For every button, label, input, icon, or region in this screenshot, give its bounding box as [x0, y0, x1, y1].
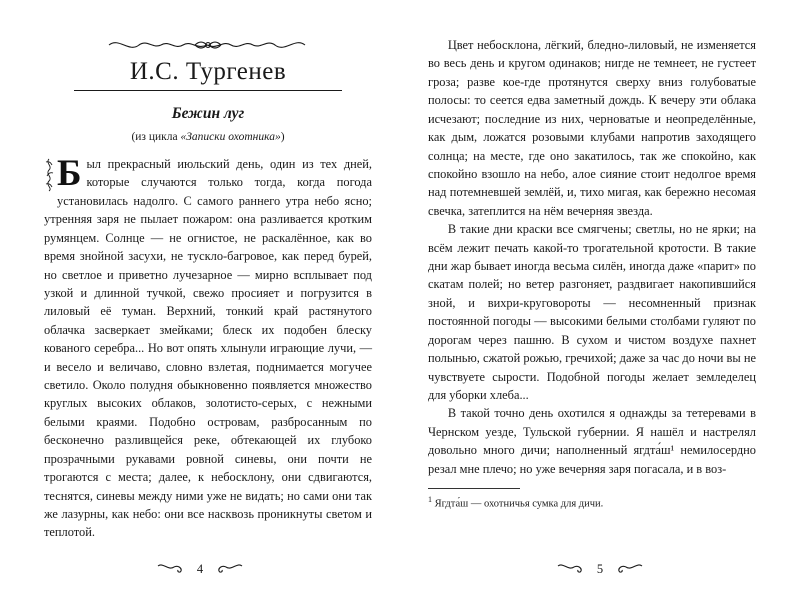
- page-right: [400, 36, 800, 599]
- paragraph: В такие дни краски все смягчены; светлы, но не ярки; на всём лежит печать какой-то трогательной кротости. В такие дни жар бывает иногда весьма силён, иногда даже «парит» по скатам полей; но ветер разгоняет, раздвигает накопившийся зной, и вихри-круговороты — несомненный признак постоянной погоды — высокими белыми столбами гуляют по дорогам через пашню. В сухом и чистом воздухе пахнет полынью, сжатой рожью, гречихой; даже за час до ночи вы не чувствуете сырости. Подобной погоды желает земледелец для уборки хлеба...: [428, 222, 756, 403]
- swirl-left-icon: [557, 562, 583, 577]
- dropcap-ornament-icon: [44, 158, 55, 192]
- cycle-note-title: «Записки охотника»: [180, 131, 281, 143]
- page-number: 5: [596, 562, 604, 576]
- folio-left: [0, 562, 400, 577]
- cycle-note-prefix: (из цикла: [131, 131, 181, 143]
- swirl-right-icon: [217, 562, 243, 577]
- story-title: Бежин луг: [171, 105, 245, 122]
- paragraph: Цвет небосклона, лёгкий, бледно-лиловый, не изменяется во весь день и кругом одинаков; нигде не темнеет, не густеет гроза; разве кое-где протянутся сверху вниз голубоватые полосы: то сеется едва заметный дождь. К вечеру эти облака исчезают; последние из них, черноватые и неопределённые, как дым, ложатся розовыми клубами напротив заходящего солнца; на месте, где оно закатилось, так же спокойно, как спокойно взошло на небо, алое сияние стоит недолгое время над потемневшей землёй, и, тихо мигая, как бережно несомая свечка, затеплится на нём вечерняя звезда.: [428, 38, 756, 218]
- vine-ornament-icon: [44, 36, 372, 56]
- right-page-body: [428, 36, 756, 478]
- paragraph: ыл прекрасный июльский день, один из тех дней, которые случаются только тогда, когда погода установилась надолго. С самого раннего утра небо ясно; утренняя заря не пылает пожаром: она разливается кротким румянцем. Солнце — не огнистое, не раскалённое, как во время знойной засухи, не тускло-багровое, как перед бурей, но светлое и приветно лучезарное — мирно всплывает под узкой и длинной тучкой, свежо просияет и погрузится в лиловый её туман. Верхний, тонкий край растянутого облачка засверкает змейками; блеск их подобен блеску кованого серебра... Но вот опять хлынули играющие лучи, — и весело и величаво, словно взлетая, поднимается могучее светило. Около полудня обыкновенно появляется множество круглых высоких облаков, золотисто-серых, с нежными белыми краями. Подобно островам, разбросанным по бесконечно разливщейся реке, обтекающей их глубоко прозрачными рукавами ровной синевы, они почти не трогаются с места; далее, к небосклону, они сдвигаются, теснятся, синевы между ними уже не видать; но сами они так же лазурны, как небо: они все насквозь проникнуты светом и теплотой.: [44, 157, 372, 540]
- paragraph: В такой точно день охотился я однажды за тетеревами в Чернском уезде, Тульской губернии. Я нашёл и настрелял довольно много дичи; наполненный ягдта́ш¹ немилосердно резал мне плечо; но уже вечерняя заря погасала, и в воз-: [428, 406, 756, 476]
- book-author: И.С. Тургенев: [129, 58, 287, 85]
- title-divider: [74, 90, 342, 91]
- folio-right: [400, 562, 800, 577]
- swirl-right-icon: [617, 562, 643, 577]
- cycle-note: [44, 131, 372, 143]
- dropcap-paragraph-wrap: [44, 155, 372, 542]
- page-number: 4: [196, 562, 204, 576]
- page-left: [0, 36, 400, 599]
- left-page-body: [44, 155, 372, 542]
- footnote-divider: [428, 488, 520, 489]
- swirl-left-icon: [157, 562, 183, 577]
- footnote: [428, 488, 756, 512]
- footnote-text: Ягдта́ш — охотничья сумка для дичи.: [434, 498, 604, 510]
- cycle-note-suffix: ): [280, 131, 285, 143]
- footnote-marker: 1: [428, 495, 432, 505]
- dropcap-letter: Б: [57, 153, 82, 194]
